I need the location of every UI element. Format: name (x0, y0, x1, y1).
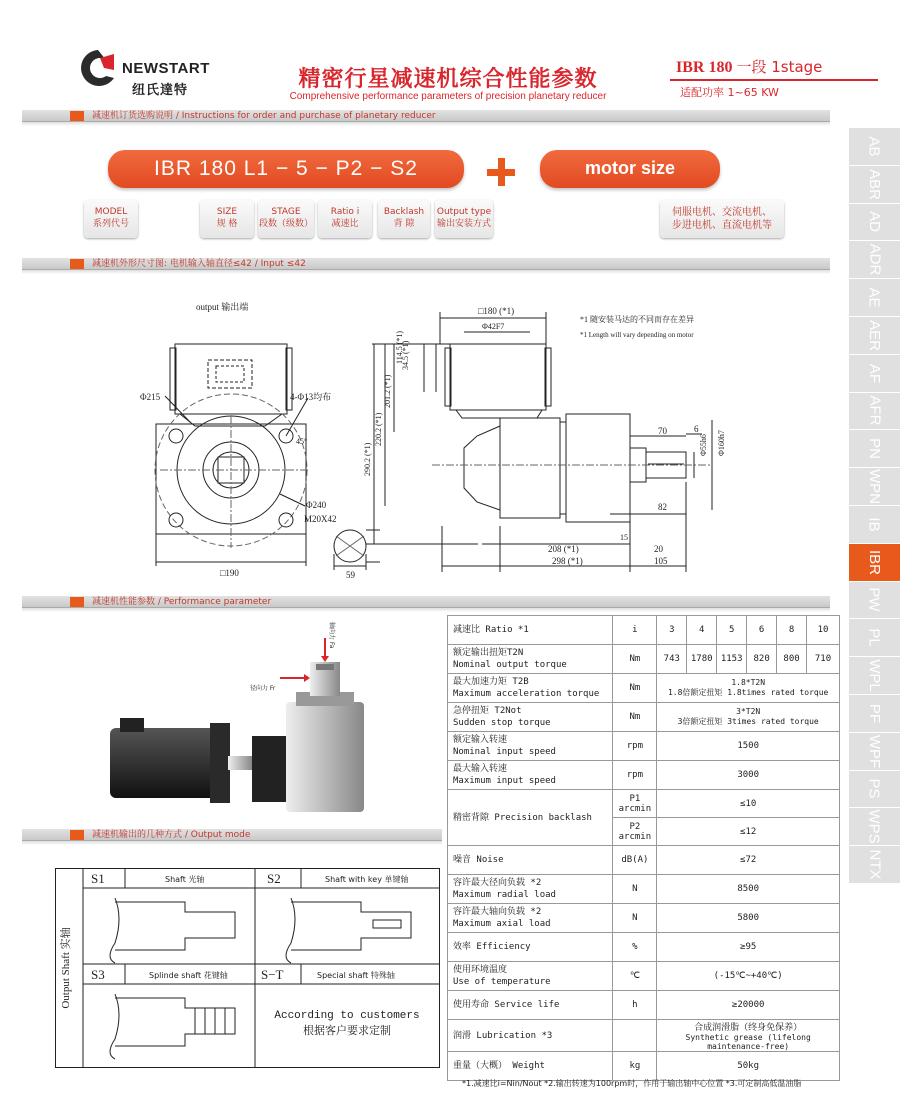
brand-name-cn: 纽氏達特 (132, 83, 189, 98)
mode-s3-code: S3 (91, 967, 105, 982)
front-view-drawing (140, 296, 380, 586)
tab-adr[interactable]: ADR (849, 241, 900, 278)
tab-ib[interactable]: IB (849, 506, 900, 543)
dim-82: 82 (658, 502, 667, 512)
axial-force-label: 轴向力 Fa (328, 622, 335, 649)
section-order-title: 减速机订货选购说明 / Instructions for order and purchase of planetary reducer (92, 111, 436, 121)
model-title-rule (670, 79, 878, 81)
model-title-b: 一段 1stage (736, 58, 823, 76)
dim-34-5: 34.5 (*1) (401, 340, 410, 370)
dim-70: 70 (658, 426, 667, 436)
tab-wpl[interactable]: WPL (849, 657, 900, 694)
dim-208: 208 (*1) (548, 544, 579, 554)
tab-ntx[interactable]: NTX (849, 846, 900, 883)
footnote: *1.减速比i=Nin/Nout *2.输出转速为100rpm时，作用于输出轴中心位置 *3.可定制高低温油脂 (462, 1079, 802, 1088)
dim-thread: M20X42 (304, 514, 337, 524)
custom-en: According to customers (274, 1010, 420, 1022)
section-output-title: 减速机输出的几种方式 / Output mode (92, 830, 251, 840)
label-output-type: Output type 输出安装方式 (435, 200, 493, 238)
note-en: *1 Length will vary depending on motor (580, 331, 694, 339)
tab-afr[interactable]: AFR (849, 393, 900, 430)
dim-59: 59 (346, 570, 355, 580)
dim-114-5: 114.5 (*1) (395, 330, 404, 364)
model-title (676, 56, 822, 77)
tab-ab[interactable]: AB (849, 128, 900, 165)
dim-d42: Φ42F7 (482, 322, 505, 331)
row-weight: 重量（大概） Weight kg 50kg (448, 1052, 840, 1081)
power-range: 适配功率 1~65 KW (680, 86, 779, 99)
mode-s3-name: Splinde shaft 花键轴 (149, 971, 228, 980)
dim-d55: Φ55h6 (699, 434, 708, 456)
dim-105: 105 (654, 556, 668, 566)
mode-s1-name: Shaft 光轴 (165, 875, 205, 884)
output-label: output 输出端 (196, 302, 249, 312)
side-view-drawing (352, 296, 752, 586)
tab-pn[interactable]: PN (849, 430, 900, 467)
dim-220-2: 220.2 (*1) (374, 412, 383, 446)
label-model: MODEL 系列代号 (84, 200, 138, 238)
row-backlash-p1: 精密背隙 Precision backlash P1 arcmin ≤10 (448, 790, 840, 818)
custom-cn: 根据客户要求定制 (303, 1024, 391, 1037)
page-subtitle: Comprehensive performance parameters of precision planetary reducer (289, 91, 607, 102)
tab-pw[interactable]: PW (849, 582, 900, 619)
performance-table (447, 615, 840, 1081)
dim-sq180: □180 (*1) (478, 306, 515, 316)
dim-290-2: 290.2 (*1) (363, 442, 372, 476)
row-accel-torque: 最大加速力矩 T2B Maximum acceleration torque Nm 1.8*T2N 1.8倍额定扭矩 1.8times rated torque (448, 674, 840, 703)
tab-ibr[interactable]: IBR (849, 544, 900, 581)
dim-6: 6 (694, 424, 699, 434)
dim-angle: 45° (296, 437, 308, 446)
tab-pl[interactable]: PL (849, 619, 900, 656)
mode-s1-code: S1 (91, 871, 105, 886)
section-marker-icon (70, 259, 84, 269)
dim-201-2: 201.2 (*1) (383, 374, 392, 408)
motor-size-pill: motor size (540, 150, 720, 188)
tab-wpn[interactable]: WPN (849, 468, 900, 505)
mode-st-code: S−T (261, 967, 284, 982)
brand-logo (78, 48, 218, 100)
section-marker-icon (70, 111, 84, 121)
row-efficiency: 效率 Efficiency % ≥95 (448, 933, 840, 962)
brand-name: NEWSTART (122, 60, 210, 77)
dim-holes: 4-Φ13均布 (290, 392, 332, 402)
label-ratio: Ratio i 减速比 (318, 200, 372, 238)
dim-20: 20 (654, 544, 663, 554)
label-backlash: Backlash 背 隙 (378, 200, 430, 238)
section-marker-icon (70, 830, 84, 840)
section-output-bar (22, 829, 442, 841)
tab-ad[interactable]: AD (849, 204, 900, 241)
row-ratio: 减速比 Ratio *1 i 3 4 5 6 8 10 (448, 616, 840, 645)
row-backlash-p2: P2 arcmin ≤12 (448, 818, 840, 846)
section-dimension-title: 减速机外形尺寸图: 电机输入轴直径≤42 / Input ≤42 (92, 259, 306, 269)
dim-d215: Φ215 (140, 392, 161, 402)
product-photo (90, 618, 390, 838)
note-cn: *1 随安装马达的不同而存在差异 (580, 315, 694, 324)
output-shaft-side-label: Output Shaft 实轴 (60, 927, 72, 1009)
section-performance-bar (22, 596, 830, 608)
section-order-bar (22, 110, 830, 122)
output-modes-table (55, 868, 440, 1068)
row-lubrication: 润滑 Lubrication *3 合成润滑脂（终身免保养） Synthetic grease (lifelong maintenance-free) (448, 1020, 840, 1052)
dim-15: 15 (620, 533, 628, 542)
page-title: 精密行星减速机综合性能参数 (298, 67, 598, 92)
tab-aer[interactable]: AER (849, 317, 900, 354)
tab-wps[interactable]: WPS (849, 808, 900, 845)
row-max-speed: 最大输入转速 Maximum input speed rpm 3000 (448, 761, 840, 790)
row-nominal-torque: 额定输出扭矩T2N Nominal output torque Nm 743 1780 1153 820 800 710 (448, 645, 840, 674)
plus-icon (487, 158, 515, 186)
series-tabs (849, 128, 900, 884)
tab-pf[interactable]: PF (849, 695, 900, 732)
row-stop-torque: 急停扭矩 T2Not Sudden stop torque Nm 3*T2N 3倍额定扭矩 3times rated torque (448, 703, 840, 732)
label-stage: STAGE 段数（级数） (258, 200, 314, 238)
tab-ps[interactable]: PS (849, 771, 900, 808)
row-axial-load: 容许最大轴向负载 *2 Maximum axial load N 5800 (448, 904, 840, 933)
label-motor-types: 伺服电机、交流电机、 步进电机、直流电机等 (660, 200, 784, 238)
row-noise: 噪音 Noise dB(A) ≤72 (448, 846, 840, 875)
mode-s2-code: S2 (267, 871, 281, 886)
row-service-life: 使用寿命 Service life h ≥20000 (448, 991, 840, 1020)
dim-298: 298 (*1) (552, 556, 583, 566)
mode-st-name: Special shaft 特殊轴 (317, 971, 395, 980)
order-code-pill: IBR 180 L1 − 5 − P2 − S2 (108, 150, 464, 188)
row-radial-load: 容许最大径向负载 *2 Maximum radial load N 8500 (448, 875, 840, 904)
section-marker-icon (70, 597, 84, 607)
row-temperature: 使用环境温度 Use of temperature ℃ (-15℃~+40℃) (448, 962, 840, 991)
model-title-a: IBR 180 (676, 59, 733, 76)
section-dimension-bar (22, 258, 830, 270)
logo-mark-icon (78, 48, 118, 92)
tab-abr[interactable]: ABR (849, 166, 900, 203)
label-size: SIZE 规 格 (200, 200, 254, 238)
dim-d240: Φ240 (306, 500, 327, 510)
radial-force-label: 径向力 Fr (250, 685, 276, 692)
dim-d160: Φ160h7 (717, 430, 726, 456)
row-nominal-speed: 额定输入转速 Nominal input speed rpm 1500 (448, 732, 840, 761)
section-performance-title: 减速机性能参数 / Performance parameter (92, 597, 272, 607)
tab-wpf[interactable]: WPF (849, 733, 900, 770)
dim-sq190: □190 (220, 568, 239, 578)
mode-s2-name: Shaft with key 单键轴 (325, 875, 409, 884)
tab-af[interactable]: AF (849, 355, 900, 392)
tab-ae[interactable]: AE (849, 279, 900, 316)
